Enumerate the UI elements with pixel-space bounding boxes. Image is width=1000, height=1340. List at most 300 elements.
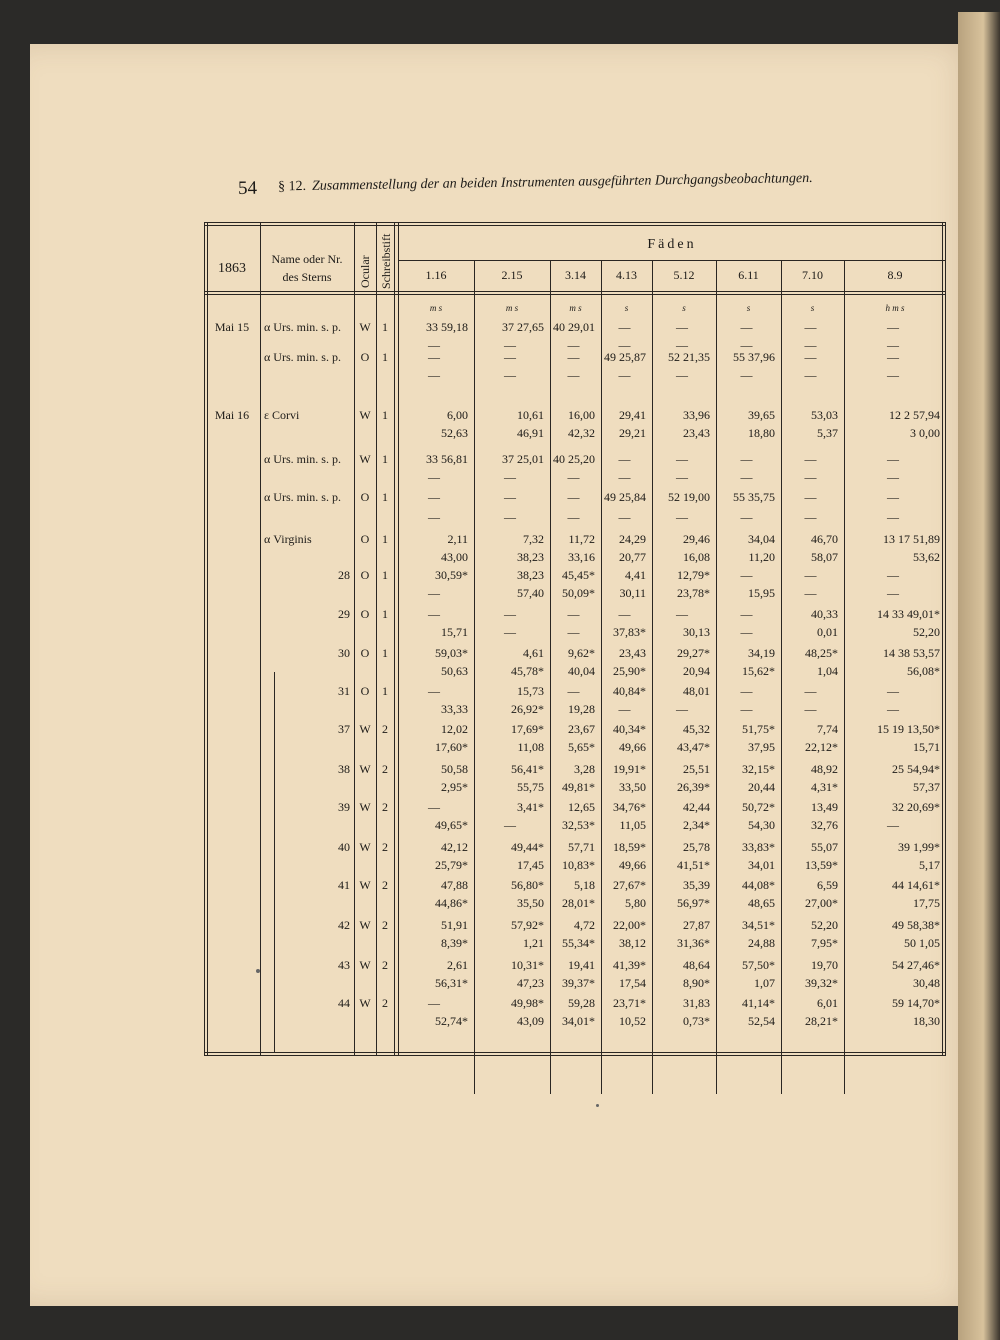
faden-value: — (887, 818, 899, 832)
faden-value: 49,65* (435, 818, 468, 832)
row-star-name: 43 (338, 958, 350, 972)
section-title: Zusammenstellung der an beiden Instrumenten ausgeführten Durchgangsbeobachtungen. (311, 170, 813, 194)
faden-value: 40,84* (613, 684, 646, 698)
row-schreibstift: 1 (382, 532, 388, 546)
faden-value: 17,75 (913, 896, 940, 910)
unit-label: s (624, 303, 629, 313)
faden-value: 42,12 (441, 840, 468, 854)
faden-column-header: 3.14 (565, 268, 586, 282)
faden-value: 13,59* (805, 858, 838, 872)
row-ocular: O (360, 568, 370, 582)
faden-value: 5,80 (625, 896, 646, 910)
column-rule (652, 260, 653, 1094)
faden-value: — (676, 452, 688, 466)
faden-value: 35,50 (517, 896, 544, 910)
faden-value: 29,21 (619, 426, 646, 440)
faden-value: — (804, 338, 817, 352)
name-header: des Sterns (282, 270, 332, 284)
faden-value: — (740, 625, 753, 639)
faden-value: — (740, 684, 753, 698)
faden-value: 12,65 (568, 800, 595, 814)
faden-value: 59,28 (568, 996, 595, 1010)
faden-value: 10,52 (619, 1014, 646, 1028)
faden-value: 0,01 (817, 625, 838, 639)
faden-value: 16,08 (683, 550, 710, 564)
faden-value: 18,30 (913, 1014, 940, 1028)
faden-value: — (428, 510, 440, 524)
header-rule (204, 291, 946, 292)
faden-value: 11,08 (517, 740, 544, 754)
faden-value: 52 21,35 (668, 350, 710, 364)
faden-value: 37,95 (748, 740, 775, 754)
faden-value: 2,61 (447, 958, 468, 972)
faden-value: 17,45 (517, 858, 544, 872)
faden-value: 50 1,05 (904, 936, 940, 950)
faden-value: 43,47* (677, 740, 710, 754)
faden-value: 52 19,00 (668, 490, 710, 504)
faden-value: — (676, 702, 688, 716)
faden-value: 42,44 (683, 800, 710, 814)
faden-value: — (740, 338, 753, 352)
faden-value: 45,45* (562, 568, 595, 582)
schreibstift-header: Schreibstift (379, 233, 393, 289)
faden-value: — (504, 490, 516, 504)
faden-value: 33,16 (568, 550, 595, 564)
faden-value: 34,19 (748, 646, 775, 660)
row-ocular: W (359, 918, 371, 932)
faden-value: — (504, 607, 516, 621)
faden-rule (398, 260, 946, 261)
faden-value: 48,25* (805, 646, 838, 660)
faden-value: 32 20,69* (892, 800, 940, 814)
faden-value: 27,00* (805, 896, 838, 910)
row-schreibstift: 2 (382, 918, 388, 932)
faden-value: 14 33 49,01* (877, 607, 940, 621)
faden-value: 56,41* (511, 762, 544, 776)
faden-value: 10,61 (517, 408, 544, 422)
table-border-left (204, 222, 205, 1056)
column-rule (716, 260, 717, 1094)
faden-value: 23,43 (619, 646, 646, 660)
faden-value: 4,41 (625, 568, 646, 582)
faden-value: 55,75 (517, 780, 544, 794)
faden-value: 37 27,65 (502, 320, 544, 334)
faden-value: 48,92 (811, 762, 838, 776)
row-ocular: O (360, 532, 370, 546)
faden-value: 32,15* (742, 762, 775, 776)
faden-value: 22,12* (805, 740, 838, 754)
faden-value: 32,76 (811, 818, 838, 832)
faden-value: — (428, 800, 440, 814)
faden-value: 47,23 (517, 976, 544, 990)
faden-value: — (740, 320, 753, 334)
faden-value: — (428, 470, 440, 484)
row-star-name: 41 (338, 878, 350, 892)
faden-value: 0,73* (683, 1014, 710, 1028)
faden-value: — (887, 490, 899, 504)
faden-column-header: 6.11 (738, 268, 759, 282)
faden-value: 56,97* (677, 896, 710, 910)
faden-value: 49 25,87 (604, 350, 646, 364)
faden-value: 26,92* (511, 702, 544, 716)
faden-value: 40 29,01 (553, 320, 595, 334)
faden-value: — (676, 338, 688, 352)
faden-value: 50,72* (742, 800, 775, 814)
row-schreibstift: 1 (382, 684, 388, 698)
row-ocular: W (359, 408, 371, 422)
faden-value: 2,34* (683, 818, 710, 832)
column-rule (601, 260, 602, 1094)
row-ocular: W (359, 958, 371, 972)
row-ocular: O (360, 350, 370, 364)
faden-value: 11,72 (568, 532, 595, 546)
faden-value: 55 37,96 (733, 350, 775, 364)
faden-value: 25,78 (683, 840, 710, 854)
faden-value: 56,80* (511, 878, 544, 892)
faden-value: 52,54 (748, 1014, 775, 1028)
faden-value: 19,91* (613, 762, 646, 776)
faden-value: — (504, 510, 516, 524)
faden-value: — (618, 338, 631, 352)
faden-value: 50,58 (441, 762, 468, 776)
unit-label: m s (505, 303, 519, 313)
faden-value: — (567, 684, 580, 698)
row-ocular: W (359, 762, 371, 776)
faden-value: 29,27* (677, 646, 710, 660)
faden-value: 22,00* (613, 918, 646, 932)
faden-value: 6,00 (447, 408, 468, 422)
row-ocular: W (359, 722, 371, 736)
faden-value: — (887, 510, 899, 524)
faden-value: — (618, 368, 631, 382)
faden-value: 2,11 (447, 532, 468, 546)
page-number: 54 (237, 177, 258, 199)
faden-value: — (567, 470, 580, 484)
faden-value: 3,41* (517, 800, 544, 814)
faden-value: 45,32 (683, 722, 710, 736)
row-star-name: 44 (338, 996, 350, 1010)
row-schreibstift: 1 (382, 568, 388, 582)
faden-value: 5,37 (817, 426, 838, 440)
row-star-name: 29 (338, 607, 350, 621)
faden-value: 57,50* (742, 958, 775, 972)
faden-value: — (804, 470, 817, 484)
faden-value: 41,39* (613, 958, 646, 972)
faden-value: — (804, 452, 817, 466)
faden-value: 12,02 (441, 722, 468, 736)
faden-value: 25 54,94* (892, 762, 940, 776)
row-schreibstift: 1 (382, 452, 388, 466)
faden-value: 44,08* (742, 878, 775, 892)
faden-value: 15,71 (441, 625, 468, 639)
faden-value: 29,46 (683, 532, 710, 546)
faden-value: 48,64 (683, 958, 710, 972)
observation-table (204, 222, 946, 1056)
row-ocular: W (359, 878, 371, 892)
faden-value: 23,71* (613, 996, 646, 1010)
faden-value: 34,51* (742, 918, 775, 932)
faden-value: — (567, 338, 580, 352)
faden-value: 49,66 (619, 858, 646, 872)
faden-value: 33,96 (683, 408, 710, 422)
faden-value: 37,83* (613, 625, 646, 639)
faden-value: — (887, 452, 899, 466)
faden-value: 4,31* (811, 780, 838, 794)
faden-value: 51,75* (742, 722, 775, 736)
row-ocular: W (359, 996, 371, 1010)
faden-value: 3 0,00 (910, 426, 940, 440)
faden-value: 38,23 (517, 568, 544, 582)
faden-value: — (567, 490, 580, 504)
faden-value: — (618, 320, 631, 334)
faden-value: 4,61 (523, 646, 544, 660)
faden-value: 9,62* (568, 646, 595, 660)
faden-value: — (504, 470, 516, 484)
faden-value: — (428, 368, 440, 382)
faden-value: 52,20 (811, 918, 838, 932)
faden-value: — (504, 338, 516, 352)
faden-value: — (887, 568, 899, 582)
faden-value: 48,65 (748, 896, 775, 910)
faden-value: 27,67* (613, 878, 646, 892)
table-border-bottom (204, 1055, 946, 1056)
faden-value: 44,86* (435, 896, 468, 910)
section-number: § 12. (277, 178, 307, 195)
faden-value: 30,48 (913, 976, 940, 990)
row-star-name: 42 (338, 918, 350, 932)
faden-value: 20,94 (683, 664, 710, 678)
faden-value: 55,07 (811, 840, 838, 854)
faden-value: 49,81* (562, 780, 595, 794)
row-ocular: W (359, 320, 371, 334)
faden-value: — (676, 320, 688, 334)
faden-value: 1,07 (754, 976, 775, 990)
faden-value: 43,00 (441, 550, 468, 564)
faden-value: 38,12 (619, 936, 646, 950)
faden-value: 12 2 57,94 (889, 408, 940, 422)
faden-value: — (740, 568, 753, 582)
faden-value: 18,80 (748, 426, 775, 440)
faden-value: — (887, 470, 899, 484)
faden-value: 34,04 (748, 532, 775, 546)
faden-value: 30,59* (435, 568, 468, 582)
faden-value: 48,01 (683, 684, 710, 698)
row-schreibstift: 2 (382, 878, 388, 892)
faden-value: 45,78* (511, 664, 544, 678)
faden-value: 15,62* (742, 664, 775, 678)
faden-value: 39,32* (805, 976, 838, 990)
faden-value: 54 27,46* (892, 958, 940, 972)
row-schreibstift: 2 (382, 996, 388, 1010)
faden-value: 57,71 (568, 840, 595, 854)
faden-header: Fäden (647, 237, 697, 252)
row-star-name: 31 (338, 684, 350, 698)
faden-value: 15,95 (748, 586, 775, 600)
faden-value: 42,32 (568, 426, 595, 440)
faden-value: 26,39* (677, 780, 710, 794)
column-rule (781, 260, 782, 1094)
faden-value: — (804, 702, 817, 716)
faden-value: — (887, 702, 899, 716)
faden-column-header: 2.15 (501, 268, 523, 282)
row-schreibstift: 2 (382, 958, 388, 972)
faden-value: 1,21 (523, 936, 544, 950)
faden-value: 17,60* (435, 740, 468, 754)
row-schreibstift: 1 (382, 320, 388, 334)
faden-value: 30,13 (683, 625, 710, 639)
faden-value: — (887, 350, 899, 364)
row-star-name: 40 (338, 840, 350, 854)
faden-value: 34,76* (613, 800, 646, 814)
faden-value: — (887, 684, 899, 698)
faden-value: — (740, 470, 753, 484)
faden-value: 39,65 (748, 408, 775, 422)
faden-value: — (676, 368, 688, 382)
column-rule (844, 260, 845, 1094)
faden-value: 35,39 (683, 878, 710, 892)
unit-label: m s (429, 303, 443, 313)
faden-value: — (567, 510, 580, 524)
faden-value: 49,44* (511, 840, 544, 854)
row-ocular: O (360, 646, 370, 660)
faden-value: — (676, 470, 688, 484)
row-ocular: W (359, 800, 371, 814)
row-star-name: 38 (338, 762, 350, 776)
faden-value: 6,59 (817, 878, 838, 892)
faden-value: — (567, 350, 580, 364)
faden-value: — (740, 510, 753, 524)
faden-value: — (887, 586, 899, 600)
row-schreibstift: 1 (382, 350, 388, 364)
row-ocular: W (359, 840, 371, 854)
table-border-right (942, 222, 943, 1056)
faden-value: — (740, 452, 753, 466)
faden-column-header: 1.16 (425, 268, 447, 282)
faden-value: — (618, 452, 631, 466)
row-star-name: 30 (338, 646, 350, 660)
faden-value: — (567, 368, 580, 382)
faden-value: 15 19 13,50* (877, 722, 940, 736)
faden-value: — (804, 510, 817, 524)
faden-value: 17,54 (619, 976, 646, 990)
faden-value: — (887, 368, 899, 382)
unit-label: s (746, 303, 751, 313)
faden-value: 25,79* (435, 858, 468, 872)
faden-column-header: 7.10 (802, 268, 823, 282)
column-rule (550, 260, 551, 1094)
faden-value: 40,04 (568, 664, 595, 678)
faden-value: 11,05 (619, 818, 646, 832)
faden-value: 18,59* (613, 840, 646, 854)
faden-value: — (567, 625, 580, 639)
faden-value: 19,28 (568, 702, 595, 716)
faden-value: 7,32 (523, 532, 544, 546)
faden-value: 1,04 (817, 664, 838, 678)
year-header: 1863 (218, 261, 246, 276)
faden-value: — (804, 350, 817, 364)
faden-value: 23,67 (568, 722, 595, 736)
table-border-top (204, 222, 946, 223)
faden-value: 23,43 (683, 426, 710, 440)
faden-value: 37 25,01 (502, 452, 544, 466)
faden-value: 31,83 (683, 996, 710, 1010)
faden-value: — (618, 607, 631, 621)
faden-value: 57,37 (913, 780, 940, 794)
faden-value: — (618, 470, 631, 484)
faden-value: 34,01 (748, 858, 775, 872)
faden-value: — (676, 510, 688, 524)
faden-value: 6,01 (817, 996, 838, 1010)
ink-spot (596, 1104, 599, 1107)
column-rule (394, 222, 395, 1056)
faden-value: 40 25,20 (553, 452, 595, 466)
faden-value: 41,51* (677, 858, 710, 872)
faden-value: 49 58,38* (892, 918, 940, 932)
unit-label: s (682, 303, 686, 313)
table-border-right (945, 222, 946, 1056)
faden-value: 15,71 (913, 740, 940, 754)
row-ocular: O (360, 684, 370, 698)
unit-label: m s (569, 303, 582, 313)
row-schreibstift: 2 (382, 762, 388, 776)
column-rule (398, 222, 399, 1056)
row-ocular: O (360, 490, 370, 504)
row-star-name: α Urs. min. s. p. (264, 452, 341, 466)
faden-value: 46,91 (517, 426, 544, 440)
faden-value: 46,70 (811, 532, 838, 546)
faden-value: 17,69* (511, 722, 544, 736)
faden-value: 39,37* (562, 976, 595, 990)
faden-column-header: 8.9 (887, 268, 903, 282)
faden-value: 2,95* (441, 780, 468, 794)
faden-value: 16,00 (568, 408, 595, 422)
faden-value: 59,03* (435, 646, 468, 660)
name-header: Name oder Nr. (271, 252, 343, 266)
faden-value: 53,03 (811, 408, 838, 422)
faden-value: 31,36* (677, 936, 710, 950)
faden-value: 54,30 (748, 818, 775, 832)
faden-value: 38,23 (517, 550, 544, 564)
faden-column-header: 4.13 (616, 268, 637, 282)
faden-value: 33 56,81 (426, 452, 468, 466)
faden-value: — (618, 510, 631, 524)
faden-value: 12,79* (677, 568, 710, 582)
faden-value: 23,78* (677, 586, 710, 600)
faden-value: 29,41 (619, 408, 646, 422)
faden-value: 4,72 (574, 918, 595, 932)
faden-value: 25,90* (613, 664, 646, 678)
faden-value: 24,88 (748, 936, 775, 950)
faden-value: 41,14* (742, 996, 775, 1010)
faden-value: — (887, 338, 899, 352)
faden-value: 59 14,70* (892, 996, 940, 1010)
faden-value: 19,41 (568, 958, 595, 972)
faden-value: 49,98* (511, 996, 544, 1010)
row-star-name: α Urs. min. s. p. (264, 320, 341, 334)
row-star-name: α Urs. min. s. p. (264, 350, 341, 364)
faden-value: — (618, 702, 631, 716)
faden-value: — (804, 368, 817, 382)
unit-label: s (810, 303, 815, 313)
row-date: Mai 15 (214, 320, 250, 334)
faden-value: 25,51 (683, 762, 710, 776)
faden-value: 50,09* (562, 586, 595, 600)
row-ocular: O (360, 607, 370, 621)
faden-value: 33 59,18 (426, 320, 468, 334)
faden-value: — (504, 625, 516, 639)
faden-value: 28,01* (562, 896, 595, 910)
table-border-top (204, 225, 946, 226)
